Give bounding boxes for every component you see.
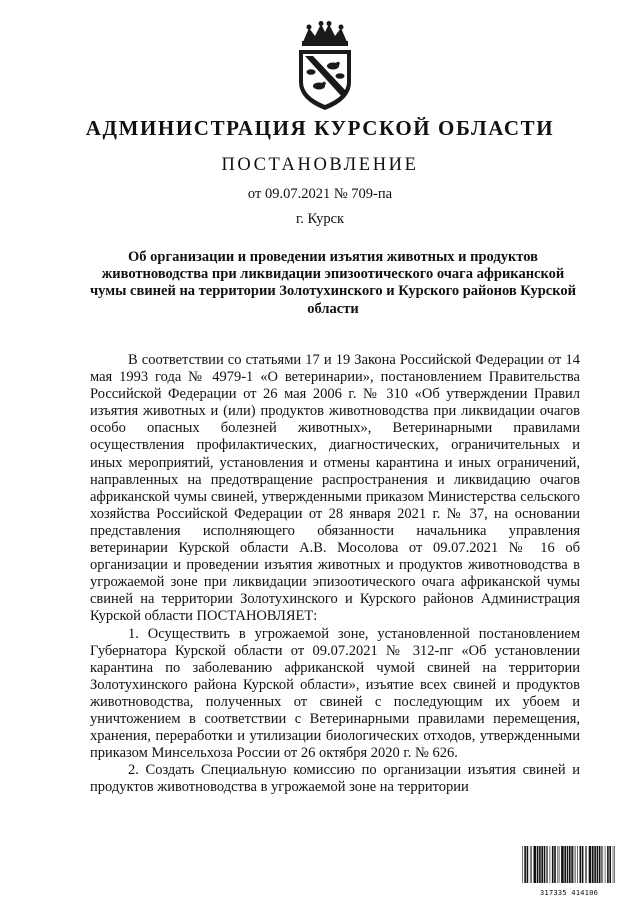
barcode-bar bbox=[586, 846, 587, 883]
barcode-bar bbox=[609, 846, 611, 883]
barcode-bar bbox=[592, 846, 594, 883]
barcode-bar bbox=[539, 846, 541, 883]
barcode-bar bbox=[550, 846, 551, 883]
document-number-date: от 09.07.2021 № 709-па bbox=[247, 186, 393, 202]
barcode-bar bbox=[580, 846, 582, 883]
barcode-bar bbox=[569, 846, 571, 883]
barcode-bar bbox=[577, 846, 578, 883]
barcode-bar bbox=[537, 846, 539, 883]
barcode-bar bbox=[567, 846, 569, 883]
barcode bbox=[521, 846, 617, 897]
barcode-bar bbox=[607, 846, 609, 883]
barcode-bar bbox=[594, 846, 596, 883]
paragraph-preamble: В соответствии со статьями 17 и 19 Закона Российской Федерации от 14 мая 1993 года № 4979-1 «О ветеринарии», постановлением Правительства Российской Федерации от 26 мая 2006 г. № 310 «Об утверждении Правил изъятия животных и (или) продуктов животноводства при ликвидации очагов особо опасных болезней животных», Ветеринарными правилами осуществления профилактических, диагностических, ограничительных и иных мероприятий, установления и отмены карантина и иных ограничений, направленных на предотвращение распространения и ликвидацию очагов африканской чумы свиней, утвержденными приказом Министерства сельского хозяйства Российской Федерации от 28 января 2021 г. № 37, на основании представления исполняющего обязанности начальника управления ветеринарии Курской области А.В. Мосолова от 09.07.2021 № 16 об организации и проведении изъятия животных и продуктов животноводства в угрожаемой зоне при ликвидации эпизоотического очага африканской чумы свиней на территории Золотухинского и Курского районов Администрация Курской области ПОСТАНОВЛЯЕТ: bbox=[90, 352, 580, 625]
barcode-bar bbox=[589, 846, 592, 883]
paragraph-item-2: 2. Создать Специальную комиссию по организации изъятия свиней и продуктов животноводства в угрожаемой зоне на территории bbox=[90, 762, 580, 796]
barcode-bar bbox=[585, 846, 586, 883]
barcode-bars bbox=[521, 846, 617, 883]
barcode-bar bbox=[613, 846, 614, 883]
barcode-bar bbox=[571, 846, 573, 883]
barcode-bar bbox=[558, 846, 559, 883]
barcode-bar bbox=[524, 846, 526, 883]
organization-name: АДМИНИСТРАЦИЯ КУРСКОЙ ОБЛАСТИ bbox=[85, 116, 555, 140]
barcode-bar bbox=[547, 846, 548, 883]
barcode-bar bbox=[575, 846, 576, 883]
barcode-bar bbox=[597, 846, 599, 883]
coat-of-arms-icon bbox=[293, 20, 357, 112]
document-body bbox=[90, 352, 580, 796]
barcode-bar bbox=[552, 846, 554, 883]
barcode-bar bbox=[599, 846, 601, 883]
barcode-bar bbox=[603, 846, 604, 883]
barcode-bar bbox=[544, 846, 546, 883]
barcode-bar bbox=[531, 846, 532, 883]
barcode-bar bbox=[564, 846, 566, 883]
barcode-bar bbox=[541, 846, 543, 883]
barcode-bar bbox=[522, 846, 523, 883]
paragraph-item-1: 1. Осуществить в угрожаемой зоне, установленной постановлением Губернатора Курской области от 09.07.2021 № 312-пг «Об установлении карантина по заболеванию африканской чумой свиней на территории Золотухинского района Курской области», изъятие всех свиней и продуктов животноводства, полученных от свиней с последующим их убоем и уничтожением в соответствии с Ветеринарными правилами перемещения, хранения, переработки и утилизации биологических отходов, утвержденными приказом Минсельхоза России от 26 октября 2020 г. № 626. bbox=[90, 625, 580, 762]
barcode-bar bbox=[605, 846, 606, 883]
barcode-bar bbox=[561, 846, 564, 883]
barcode-bar bbox=[530, 846, 531, 883]
barcode-bar bbox=[534, 846, 537, 883]
document-title: Об организации и проведении изъятия животных и продуктов животноводства при ликвидации эпизоотического очага африканской чумы свиней на территории Золотухинского и Курского районов Курской области bbox=[90, 249, 576, 317]
barcode-bar bbox=[601, 846, 602, 883]
barcode-bar bbox=[527, 846, 529, 883]
barcode-bar bbox=[554, 846, 556, 883]
barcode-bar bbox=[614, 846, 615, 883]
barcode-bar bbox=[546, 846, 547, 883]
document-city: г. Курск bbox=[295, 211, 345, 227]
barcode-number: 317335 414106 bbox=[539, 888, 599, 897]
document-type: ПОСТАНОВЛЕНИЕ bbox=[221, 155, 419, 175]
barcode-bar bbox=[582, 846, 584, 883]
barcode-bar bbox=[574, 846, 575, 883]
barcode-bar bbox=[559, 846, 560, 883]
